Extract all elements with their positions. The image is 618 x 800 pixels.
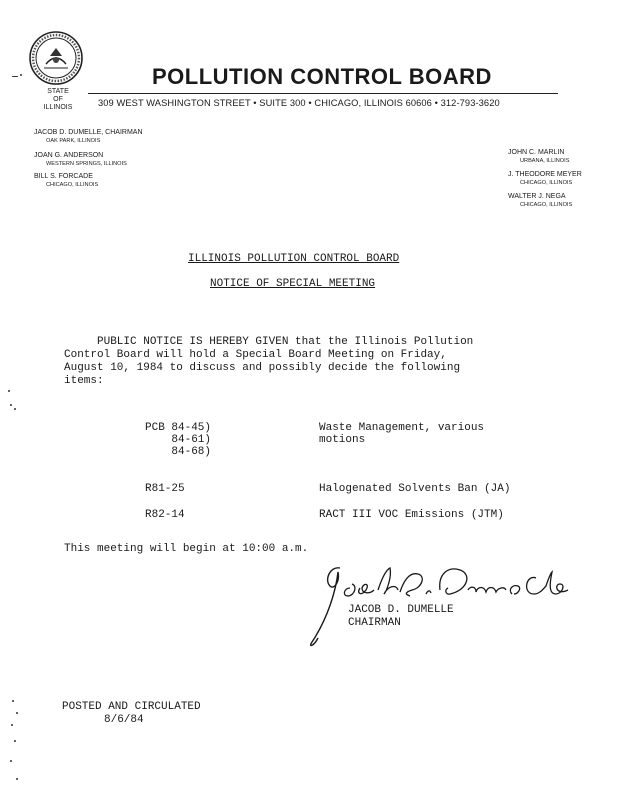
organization-name: POLLUTION CONTROL BOARD (152, 64, 492, 89)
signer-name: JACOB D. DUMELLE (348, 604, 454, 616)
member-left-1: JACOB D. DUMELLE, CHAIRMAN OAK PARK, ILLINOIS (34, 129, 143, 144)
posted-date: 8/6/84 (104, 714, 144, 726)
posted-label: POSTED AND CIRCULATED (62, 701, 201, 713)
meeting-start-time: This meeting will begin at 10:00 a.m. (64, 543, 309, 555)
member-left-3: BILL S. FORCADE CHICAGO, ILLINOIS (34, 173, 99, 188)
notice-paragraph: PUBLIC NOTICE IS HEREBY GIVEN that the Illinois Pollution Control Board will hold a Special Board Meeting on Friday, August 10, 1984 to discuss and possibly decide the following items: (64, 336, 474, 387)
item-case-3: R82-14 (145, 509, 185, 521)
notice-heading: ILLINOIS POLLUTION CONTROL BOARD (188, 253, 400, 265)
member-left-2: JOAN G. ANDERSON WESTERN SPRINGS, ILLINOIS (34, 152, 127, 167)
letterhead-rule (88, 93, 558, 94)
state-seal-icon (28, 30, 84, 86)
item-description-2: Halogenated Solvents Ban (JA) (319, 483, 511, 495)
organization-address: 309 WEST WASHINGTON STREET • SUITE 300 • CHICAGO, ILLINOIS 60606 • 312-793-3620 (98, 98, 500, 108)
state-label: STATE OF ILLINOIS (43, 88, 73, 111)
notice-subheading: NOTICE OF SPECIAL MEETING (210, 278, 376, 290)
member-right-3: WALTER J. NEGA CHICAGO, ILLINOIS (508, 193, 573, 208)
member-right-2: J. THEODORE MEYER CHICAGO, ILLINOIS (508, 171, 582, 186)
item-case-2: R81-25 (145, 483, 185, 495)
item-description-1: Waste Management, various motions (319, 422, 485, 446)
member-right-1: JOHN C. MARLIN URBANA, ILLINOIS (508, 149, 570, 164)
item-case-1: PCB 84-45) 84-61) 84-68) (145, 422, 212, 458)
item-description-3: RACT III VOC Emissions (JTM) (319, 509, 504, 521)
signer-title: CHAIRMAN (348, 617, 401, 629)
